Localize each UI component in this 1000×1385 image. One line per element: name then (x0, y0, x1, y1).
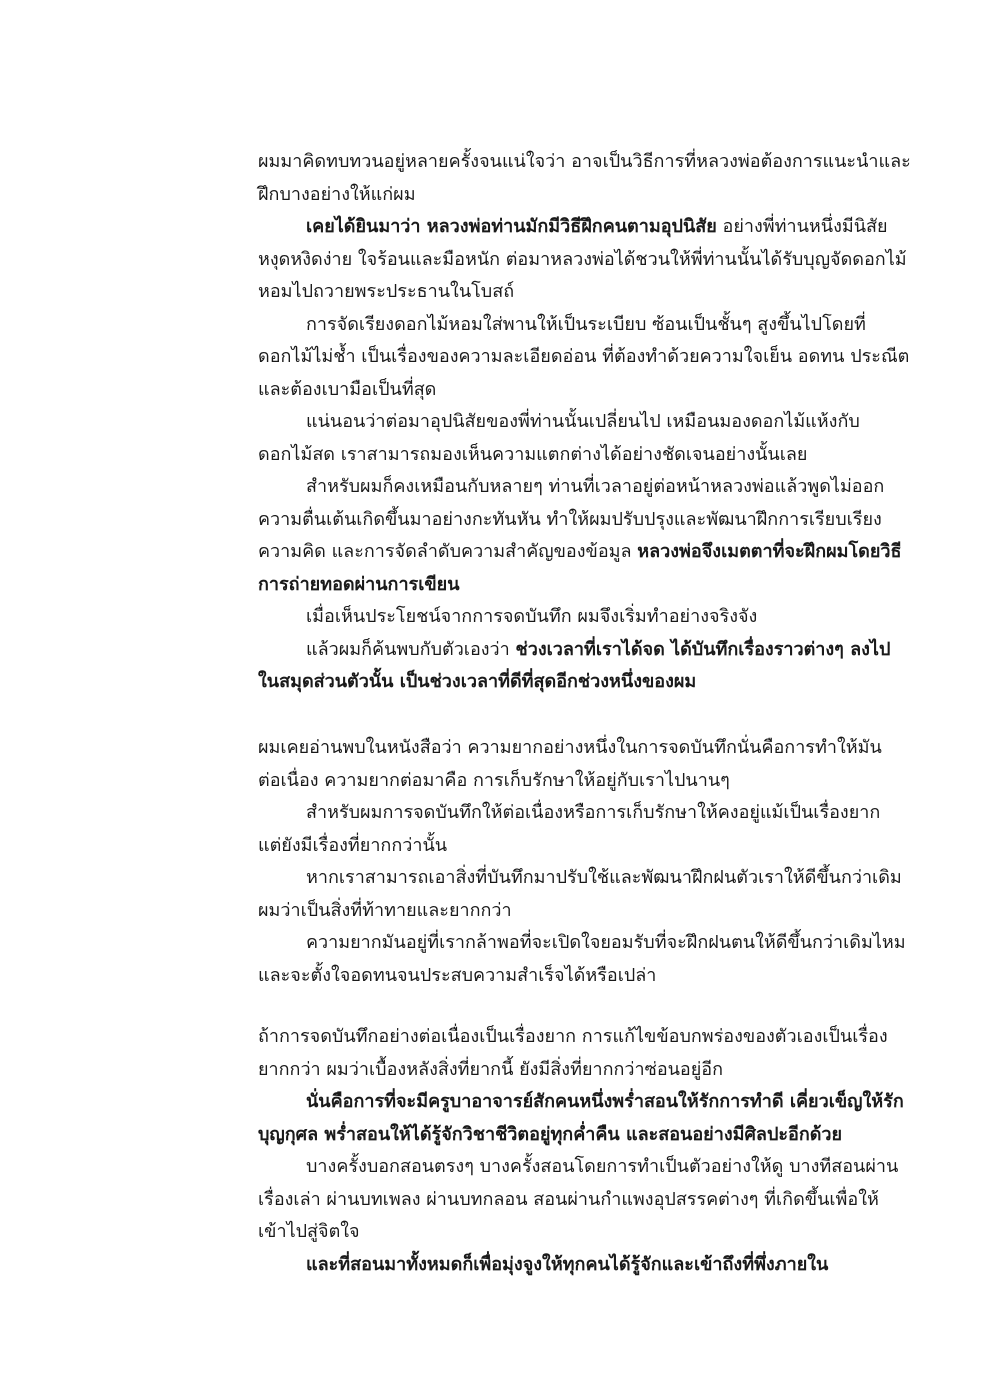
text-run: หอมไปถวายพระประธานในโบสถ์ (258, 281, 515, 302)
text-line (258, 666, 898, 699)
bold-text-run: ช่วงเวลาที่เราได้จด ได้บันทึกเรื่องราวต่างๆ ลงไป (515, 638, 891, 660)
text-run: ต่อเนื่อง ความยากต่อมาคือ การเก็บรักษาให้อยู่กับเราไปนานๆ (258, 769, 730, 791)
text-run: และจะตั้งใจอดทนจนประสบความสำเร็จได้หรือเปล่า (258, 964, 657, 986)
text-line (258, 960, 898, 993)
text-line (258, 732, 898, 765)
text-line (258, 179, 898, 212)
text-run: อย่างพี่ท่านหนึ่งมีนิสัย (716, 216, 888, 237)
text-run: แน่นอนว่าต่อมาอุปนิสัยของพี่ท่านนั้นเปลี่ยนไป เหมือนมองดอกไม้แห้งกับ (306, 411, 860, 432)
text-line (258, 374, 898, 407)
text-line (258, 276, 898, 309)
text-line (258, 439, 898, 472)
text-line (258, 536, 902, 569)
text-run: บางครั้งบอกสอนตรงๆ บางครั้งสอนโดยการทำเป็นตัวอย่างให้ดู บางทีสอนผ่าน (306, 1156, 899, 1177)
text-line (258, 634, 898, 667)
text-line (258, 569, 898, 602)
text-line (258, 1151, 898, 1184)
text-section (258, 146, 911, 699)
text-line (258, 341, 910, 374)
text-line (258, 1119, 898, 1152)
text-line (258, 1086, 904, 1119)
text-line (258, 895, 898, 928)
text-run: แต่ยังมีเรื่องที่ยากกว่านั้น (258, 834, 448, 856)
text-line (258, 309, 898, 342)
text-run: สำหรับผมการจดบันทึกให้ต่อเนื่องหรือการเก็บรักษาให้คงอยู่แม้เป็นเรื่องยาก (306, 802, 881, 823)
text-line (258, 1184, 898, 1217)
bold-text-run: บุญกุศล พร่ำสอนให้ได้รู้จักวิชาชีวิตอยู่ทุกค่ำคืน และสอนอย่างมีศิลปะอีกด้วย (258, 1123, 843, 1145)
text-run: ความยากมันอยู่ที่เรากล้าพอที่จะเปิดใจยอมรับที่จะฝึกฝนตนให้ดีขึ้นกว่าเดิมไหม (306, 932, 906, 953)
text-run: ผมเคยอ่านพบในหนังสือว่า ความยากอย่างหนึ่งในการจดบันทึกนั่นคือการทำให้มัน (258, 737, 882, 758)
text-run: เรื่องเล่า ผ่านบทเพลง ผ่านบทกลอน สอนผ่านกำแพงอุปสรรคต่างๆ ที่เกิดขึ้นเพื่อให้ (258, 1188, 879, 1210)
text-line (258, 1216, 898, 1249)
text-line (258, 927, 906, 960)
text-run: ถ้าการจดบันทึกอย่างต่อเนื่องเป็นเรื่องยาก การแก้ไขข้อบกพร่องของตัวเองเป็นเรื่อง (258, 1026, 888, 1047)
bold-text-run: การถ่ายทอดผ่านการเขียน (258, 573, 460, 595)
text-run: หงุดหงิดง่าย ใจร้อนและมือหนัก ต่อมาหลวงพ่อได้ชวนให้พี่ท่านนั้นได้รับบุญจัดดอกไม้ (258, 248, 907, 270)
bold-text-run: และที่สอนมาทั้งหมดก็เพื่อมุ่งจูงให้ทุกคนได้รู้จักและเข้าถึงที่พึ่งภายใน (306, 1253, 829, 1275)
text-line (258, 146, 911, 179)
text-run: ดอกไม้สด เราสามารถมองเห็นความแตกต่างได้อย่างชัดเจนอย่างนั้นเลย (258, 443, 808, 465)
text-line (258, 211, 898, 244)
text-run: หากเราสามารถเอาสิ่งที่บันทึกมาปรับใช้และพัฒนาฝึกฝนตัวเราให้ดีขึ้นกว่าเดิม (306, 867, 902, 888)
text-line (258, 1054, 898, 1087)
text-line (258, 601, 898, 634)
text-run: ความตื่นเต้นเกิดขึ้นมาอย่างกะทันหัน ทำให้ผมปรับปรุงและพัฒนาฝึกการเรียบเรียง (258, 508, 882, 530)
text-line (258, 1021, 898, 1054)
text-section (258, 1021, 904, 1281)
text-run: ผมว่าเป็นสิ่งที่ท้าทายและยากกว่า (258, 899, 512, 921)
text-line (258, 1249, 898, 1282)
text-line (258, 797, 898, 830)
text-run: ยากกว่า ผมว่าเบื้องหลังสิ่งที่ยากนี้ ยังมีสิ่งที่ยากกว่าซ่อนอยู่อีก (258, 1058, 724, 1080)
bold-text-run: นั่นคือการที่จะมีครูบาอาจารย์สักคนหนึ่งพร่ำสอนให้รักการทำดี เคี่ยวเข็ญให้รัก (306, 1091, 904, 1112)
text-line (258, 471, 898, 504)
text-line (258, 830, 898, 863)
text-run: การจัดเรียงดอกไม้หอมใส่พานให้เป็นระเบียบ ซ้อนเป็นชั้นๆ สูงขึ้นไปโดยที่ (306, 313, 866, 335)
text-run: ผมมาคิดทบทวนอยู่หลายครั้งจนแน่ใจว่า อาจเป็นวิธีการที่หลวงพ่อต้องการแนะนำและ (258, 151, 911, 172)
text-run: และต้องเบามือเป็นที่สุด (258, 378, 437, 400)
text-line (258, 504, 898, 537)
text-run: สำหรับผมก็คงเหมือนกับหลายๆ ท่านที่เวลาอยู่ต่อหน้าหลวงพ่อแล้วพูดไม่ออก (306, 476, 885, 497)
text-run: เมื่อเห็นประโยชน์จากการจดบันทึก ผมจึงเริ่มทำอย่างจริงจัง (306, 606, 758, 627)
bold-text-run: เคยได้ยินมาว่า หลวงพ่อท่านมักมีวิธีฝึกคนตามอุปนิสัย (306, 216, 717, 237)
text-run: แล้วผมก็ค้นพบกับตัวเองว่า (306, 638, 516, 660)
bold-text-run: ในสมุดส่วนตัวนั้น เป็นช่วงเวลาที่ดีที่สุดอีกช่วงหนึ่งของผม (258, 671, 697, 692)
text-line (258, 862, 902, 895)
text-line (258, 406, 898, 439)
text-run: เข้าไปสู่จิตใจ (258, 1221, 360, 1242)
text-line (258, 765, 898, 798)
bold-text-run: หลวงพ่อจึงเมตตาที่จะฝึกผมโดยวิธี (637, 541, 902, 562)
text-section (258, 732, 906, 992)
text-line (258, 244, 907, 277)
text-run: ฝึกบางอย่างให้แก่ผม (258, 183, 416, 205)
text-run: ความคิด และการจัดลำดับความสำคัญของข้อมูล (258, 541, 638, 562)
text-run: ดอกไม้ไม่ช้ำ เป็นเรื่องของความละเอียดอ่อน ที่ต้องทำด้วยความใจเย็น อดทน ประณีต (258, 346, 910, 367)
